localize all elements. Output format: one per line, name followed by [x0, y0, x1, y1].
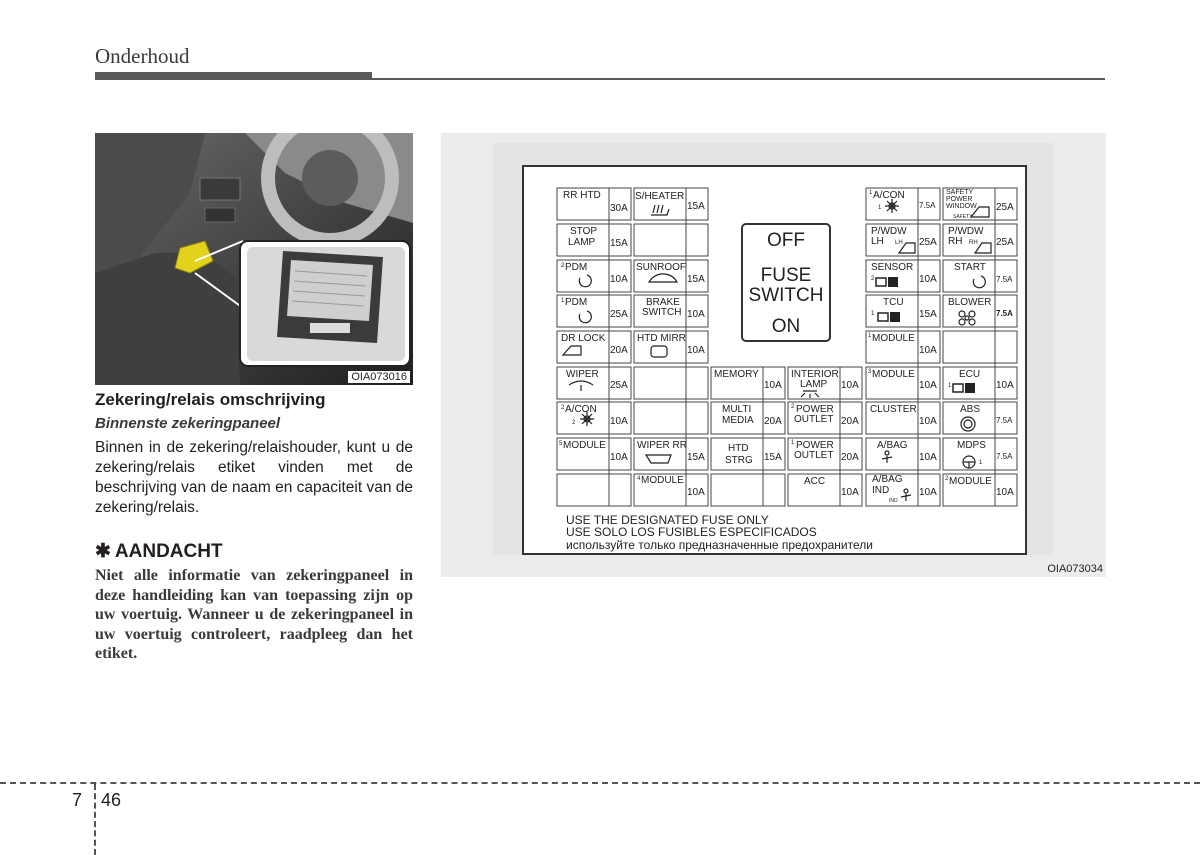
fuse-pwdw-lh-name: P/WDW [871, 226, 907, 237]
photo-code: OIA073016 [348, 371, 410, 383]
fuse-interior-lamp-name: LAMP [800, 379, 828, 390]
fuse-power-outlet2-name: POWER [796, 404, 834, 415]
fuse-blower-amp: 7.5A [996, 309, 1013, 318]
fuse-module2-amp: 10A [996, 487, 1014, 498]
caution-title: AANDACHT [114, 540, 223, 562]
fuse-cluster-name: CLUSTER [870, 404, 917, 415]
fuse-power-outlet1-amp: 20A [841, 452, 859, 463]
fuse-tcu-name: TCU [883, 297, 904, 308]
fuse-wiper-rr-name: WIPER RR [637, 440, 687, 451]
ac-icon [580, 412, 594, 426]
footer-vertical-divider [94, 784, 96, 855]
fuse-pwdw-rh-name: P/WDW [948, 226, 984, 237]
fuse-pwdw-rh-amp: 25A [996, 237, 1014, 248]
fuse-pwdw-rh-name: RH [948, 236, 963, 247]
fuse-abag-ind-name: A/BAG [872, 474, 903, 485]
fuse-cluster-amp: 10A [919, 416, 937, 427]
fuse-multi-media-name: MEDIA [722, 415, 754, 426]
fuse-acon1-name: A/CON [873, 190, 905, 201]
fuse-memory-amp: 10A [764, 380, 782, 391]
fuse-htd-strg-name: HTD [728, 443, 749, 454]
page-header-title: Onderhoud [95, 44, 190, 68]
fuse-module3-sup: 3 [868, 369, 872, 375]
fuse-tcu-sub: 1 [871, 311, 875, 317]
fuse-mdps-amp: 7.5A [996, 452, 1013, 461]
fuse-power-outlet2-sup: 2 [791, 404, 795, 410]
fuse-box-location-photo [95, 133, 413, 385]
fuse-sensor-amp: 10A [919, 274, 937, 285]
fuse-switch-fuse: FUSE [760, 265, 812, 286]
fuse-pdm2-name: PDM [565, 262, 588, 273]
fuse-wiper-name: WIPER [566, 369, 599, 380]
fuse-rr-htd-name: RR HTD [563, 190, 601, 201]
fuse-acc-name: ACC [804, 476, 826, 487]
fuse-safety-pw-name: SAFETY [946, 189, 974, 196]
header-bar [95, 72, 372, 80]
notice-russian: используйте только предназначенные предохранители [566, 538, 873, 552]
fuse-acon2-name: A/CON [565, 404, 597, 415]
fuse-safety-pw-amp: 25A [996, 202, 1014, 213]
fuse-module1-name: MODULE [872, 333, 915, 344]
fuse-acon1-sup: 1 [869, 190, 873, 196]
fuse-sensor-name: SENSOR [871, 262, 914, 273]
fuse-abs-name: ABS [960, 404, 981, 415]
fuse-acon2-amp: 10A [610, 416, 628, 427]
fuse-wiper-amp: 25A [610, 380, 628, 391]
fuse-tcu-amp: 15A [919, 309, 937, 320]
fuse-power-outlet1-name: POWER [796, 440, 834, 451]
fuse-htd-strg-name: STRG [725, 455, 753, 466]
fuse-htd-strg-amp: 15A [764, 452, 782, 463]
fuse-stop-lamp-name: LAMP [568, 237, 596, 248]
fuse-pdm1-name: PDM [565, 297, 588, 308]
page-chapter-number: 7 [72, 790, 83, 810]
fuse-acon1-sub: 1 [878, 205, 882, 211]
fuse-sheater-name: S/HEATER [635, 191, 685, 202]
fuse-sensor-sub: 2 [871, 276, 875, 282]
fuse-module3-name: MODULE [872, 369, 915, 380]
fuse-module5-name: MODULE [563, 440, 606, 451]
fuse-switch-switch: SWITCH [748, 285, 824, 306]
fuse-switch-off: OFF [767, 230, 805, 251]
fuse-power-outlet2-amp: 20A [841, 416, 859, 427]
fuse-start-amp: 7.5A [996, 275, 1013, 284]
fuse-module5-amp: 10A [610, 452, 628, 463]
fuse-interior-lamp-amp: 10A [841, 380, 859, 391]
fuse-acc-amp: 10A [841, 487, 859, 498]
fuse-wiper-rr-amp: 15A [687, 452, 705, 463]
fuse-sunroof-name: SUNROOF [636, 262, 686, 273]
fuse-power-outlet1-name: OUTLET [794, 450, 834, 461]
fuse-stop-lamp-name: STOP [570, 226, 598, 237]
fuse-abag-name: A/BAG [877, 440, 908, 451]
fuse-power-outlet1-sup: 1 [791, 440, 795, 446]
fuse-pdm2-sup: 2 [561, 263, 565, 269]
fuse-acon2-sup: 2 [561, 405, 565, 411]
fuse-module4-name: MODULE [641, 475, 684, 486]
fuse-abag-ind-amp: 10A [919, 487, 937, 498]
fuse-multi-media-name: MULTI [722, 404, 752, 415]
fuse-module4-sup: 4 [637, 476, 641, 482]
fuse-htd-mirr-amp: 10A [687, 345, 705, 356]
fuse-module4-amp: 10A [687, 487, 705, 498]
fuse-ecu-sub: 1 [948, 383, 952, 389]
caution-symbol-icon: ✱ [95, 541, 111, 562]
fuse-stop-lamp-amp: 15A [610, 238, 628, 249]
section-heading: Zekering/relais omschrijving [95, 390, 326, 409]
fuse-pwdw-lh-name: LH [871, 236, 884, 247]
fuse-dr-lock-amp: 20A [610, 345, 628, 356]
fuse-pdm1-amp: 25A [610, 309, 628, 320]
fuse-module2-name: MODULE [949, 476, 992, 487]
fuse-acon2-sub: 2 [572, 420, 576, 426]
fuse-rr-htd-amp: 30A [610, 203, 628, 214]
fuse-pdm1-sup: 1 [561, 298, 565, 304]
fuse-abag-ind-sub: IND [889, 498, 898, 504]
fuse-pwdw-lh-sub: LH [895, 240, 903, 246]
fuse-ecu-name: ECU [959, 369, 981, 380]
fuse-module2-sup: 2 [945, 476, 949, 482]
fuse-abag-amp: 10A [919, 452, 937, 463]
diagram-code: OIA073034 [1047, 563, 1103, 575]
fuse-sunroof-amp: 15A [687, 274, 705, 285]
section-body: Binnen in de zekering/relaishouder, kunt u de zekering/relais etiket vinden met de beschrijving van de naam en capaciteit van de zekering/relais. [95, 439, 413, 516]
ac-icon [885, 199, 899, 213]
fuse-memory-name: MEMORY [714, 369, 759, 380]
notice-english: USE THE DESIGNATED FUSE ONLY [566, 513, 769, 527]
fuse-brake-switch-name: SWITCH [642, 307, 682, 318]
section-subheading: Binnenste zekeringpaneel [95, 415, 281, 432]
fuse-pdm2-amp: 10A [610, 274, 628, 285]
fuse-acon1-amp: 7.5A [919, 201, 936, 210]
footer-divider [0, 782, 1200, 784]
caution-heading [95, 540, 223, 563]
fuse-safety-pw-sub: SAFETY [953, 214, 973, 220]
fuse-mdps-name: MDPS [957, 440, 986, 451]
fuse-abag-ind-name: IND [872, 485, 890, 496]
notice-spanish: USE SOLO LOS FUSIBLES ESPECIFICADOS [566, 525, 817, 539]
fuse-interior-lamp-name: INTERIOR [791, 369, 839, 380]
fuse-safety-pw-name: WINDOW [946, 203, 977, 210]
fuse-abs-amp: 7.5A [996, 416, 1013, 425]
fuse-dr-lock-name: DR LOCK [561, 333, 606, 344]
fuse-safety-pw-name: POWER [946, 196, 973, 203]
fuse-pwdw-lh-amp: 25A [919, 237, 937, 248]
fuse-power-outlet2-name: OUTLET [794, 414, 834, 425]
caution-text: Niet alle informatie van zekeringpaneel in deze handleiding kan van toepassing zijn op uw voertuig. Wanneer u de zekeringpaneel in uw voertuig controleert, raadpleeg dan het etiket. [95, 567, 413, 662]
fuse-module5-sup: 5 [559, 441, 563, 447]
fuse-brake-switch-amp: 10A [687, 309, 705, 320]
fuse-mdps-sub: 1 [979, 460, 983, 466]
fuse-ecu-amp: 10A [996, 380, 1014, 391]
page-number: 46 [101, 790, 122, 810]
fuse-module3-amp: 10A [919, 380, 937, 391]
header-rule [372, 78, 1105, 80]
fuse-module1-sup: 1 [868, 333, 872, 339]
fuse-module1-amp: 10A [919, 345, 937, 356]
fuse-start-name: START [954, 262, 986, 273]
fuse-htd-mirr-name: HTD MIRR [637, 333, 686, 344]
fuse-switch-on: ON [771, 316, 801, 337]
fuse-blower-name: BLOWER [948, 297, 992, 308]
fuse-sheater-amp: 15A [687, 201, 705, 212]
fuse-brake-switch-name: BRAKE [646, 297, 680, 308]
fuse-multi-media-amp: 20A [764, 416, 782, 427]
fuse-pwdw-rh-sub: RH [969, 240, 978, 246]
fuse-panel-diagram [441, 133, 1106, 577]
